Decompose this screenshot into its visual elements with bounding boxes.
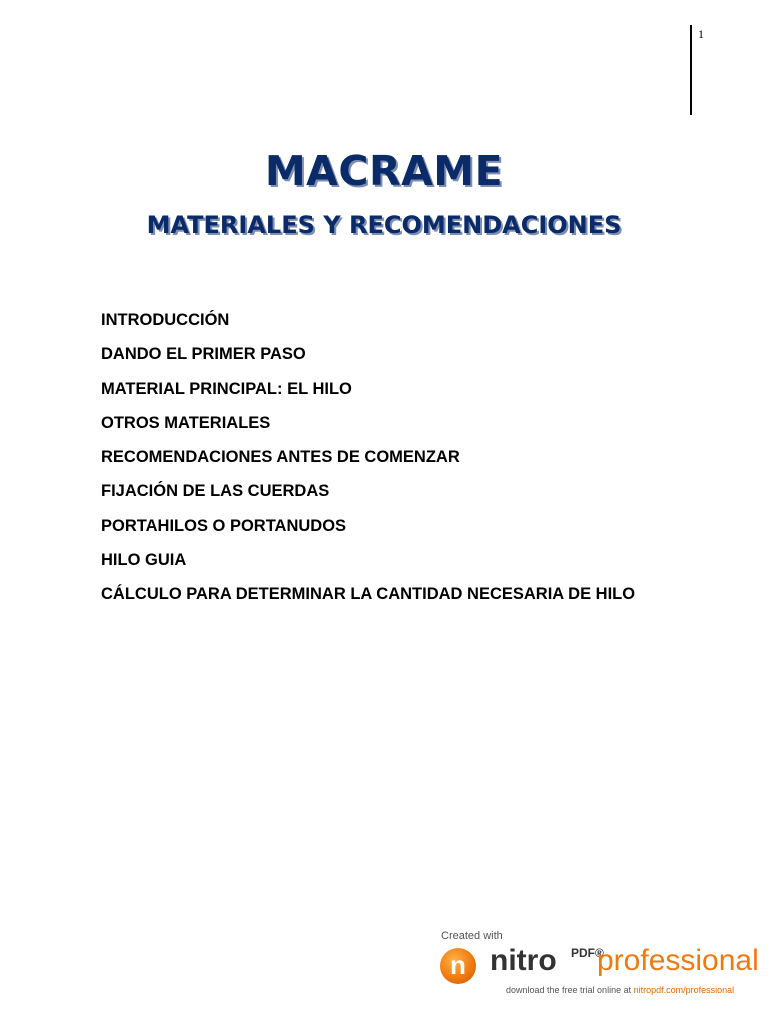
document-title: MACRAME xyxy=(264,147,504,195)
toc-item: DANDO EL PRIMER PASO xyxy=(101,345,306,364)
toc-item: INTRODUCCIÓN xyxy=(101,311,230,329)
document-subtitle: MATERIALES Y RECOMENDACIONES xyxy=(146,211,622,239)
created-with-label: Created with xyxy=(441,930,503,942)
table-of-contents xyxy=(101,311,676,620)
nitro-brand-pdf: PDF® xyxy=(571,946,604,960)
nitro-logo-letter: n xyxy=(450,950,466,980)
download-note xyxy=(506,985,734,995)
download-link[interactable]: nitropdf.com/professional xyxy=(633,985,735,995)
toc-item: MATERIAL PRINCIPAL: EL HILO xyxy=(101,379,352,398)
page-number: 1 xyxy=(698,27,704,41)
nitro-logo-icon xyxy=(440,948,476,984)
toc-item: PORTAHILOS O PORTANUDOS xyxy=(101,516,347,535)
toc-item: CÁLCULO PARA DETERMINAR LA CANTIDAD NECESARIA DE HILO xyxy=(101,585,636,604)
nitro-brand: nitro xyxy=(490,944,557,977)
nitro-watermark xyxy=(440,930,762,998)
page-number-rule xyxy=(690,25,692,115)
toc-item: HILO GUIA xyxy=(101,551,187,570)
toc-item: OTROS MATERIALES xyxy=(101,413,271,432)
toc-item: FIJACIÓN DE LAS CUERDAS xyxy=(101,482,330,501)
toc-item: RECOMENDACIONES ANTES DE COMENZAR xyxy=(101,448,460,467)
download-text: download the free trial online at xyxy=(506,985,634,995)
nitro-product: professional xyxy=(597,944,759,977)
